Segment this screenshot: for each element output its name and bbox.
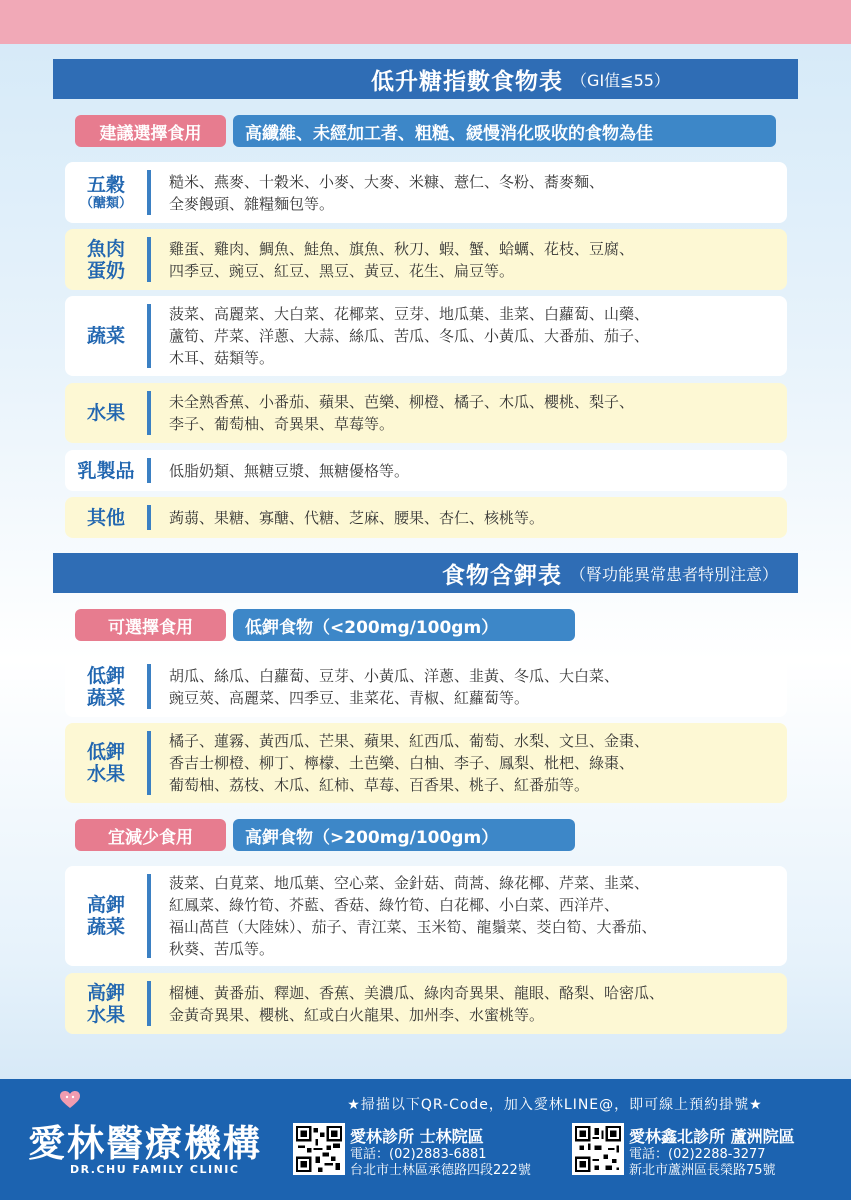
qr-code-icon[interactable] [293, 1123, 345, 1175]
row-label: 蔬菜 [65, 296, 147, 376]
brand-name: 愛林醫療機構 [28, 1122, 262, 1165]
gi-row-fruits [65, 383, 787, 443]
row-content: 糙米、燕麥、十穀米、小麥、大麥、米糠、薏仁、冬粉、蕎麥麵、 全麥饅頭、雜糧麵包等。 [151, 162, 787, 223]
low-k-criteria-pill: 低鉀食物（<200mg/100gm） [233, 609, 575, 641]
row-label: 低鉀 蔬菜 [65, 656, 147, 717]
row-content: 低脂奶類、無糖豆漿、無糖優格等。 [151, 450, 787, 491]
row-content: 雞蛋、雞肉、鯛魚、鮭魚、旗魚、秋刀、蝦、蟹、蛤蠣、花枝、豆腐、 四季豆、豌豆、紅豆、黑豆、黃豆、花生、扁豆等。 [151, 229, 787, 290]
gi-row-dairy [65, 450, 787, 491]
clinic-luzhou: 愛林鑫北診所 蘆洲院區 電話：(02)2288-3277 新北市蘆洲區長榮路75號 [629, 1127, 795, 1178]
row-content: 未全熟香蕉、小番茄、蘋果、芭樂、柳橙、橘子、木瓜、櫻桃、梨子、 李子、葡萄柚、奇異果、草莓等。 [151, 383, 787, 443]
high-k-criteria-pill: 高鉀食物（>200mg/100gm） [233, 819, 575, 851]
row-label: 其他 [65, 497, 147, 538]
low-k-row-fruits [65, 723, 787, 803]
heart-logo-icon [60, 1091, 80, 1109]
row-content: 蒟蒻、果糖、寡醣、代糖、芝麻、腰果、杏仁、核桃等。 [151, 497, 787, 538]
row-label: 乳製品 [65, 450, 147, 491]
gi-section-header [53, 59, 798, 99]
low-k-row-vegetables [65, 656, 787, 717]
row-content: 榴槤、黃番茄、釋迦、香蕉、美濃瓜、綠肉奇異果、龍眼、酪梨、哈密瓜、 金黃奇異果、櫻桃、紅或白火龍果、加州李、水蜜桃等。 [151, 973, 787, 1034]
high-k-row-vegetables [65, 866, 787, 966]
row-label: 高鉀 蔬菜 [65, 866, 147, 966]
gi-row-others [65, 497, 787, 538]
row-label: 水果 [65, 383, 147, 443]
row-label: 魚肉 蛋奶 [65, 229, 147, 290]
high-k-pill: 宜減少食用 [75, 819, 226, 851]
qr-code-icon[interactable] [572, 1123, 624, 1175]
row-content: 菠菜、白莧菜、地瓜葉、空心菜、金針菇、茼蒿、綠花椰、芹菜、韭菜、 紅鳳菜、綠竹筍、芥藍、香菇、綠竹筍、白花椰、小白菜、西洋芹、 福山萵苣（大陸妹）、茄子、青江菜、玉米筍、龍鬚菜、茭白筍、大番茄、 秋葵、苦瓜等。 [151, 866, 787, 966]
potassium-section-subtitle: （腎功能異常患者特別注意） [569, 564, 778, 584]
top-stripe [0, 0, 851, 44]
high-k-row-fruits [65, 973, 787, 1034]
row-label: 低鉀 水果 [65, 723, 147, 803]
row-content: 胡瓜、絲瓜、白蘿蔔、豆芽、小黃瓜、洋蔥、韭黃、冬瓜、大白菜、 豌豆莢、高麗菜、四季豆、韭菜花、青椒、紅蘿蔔等。 [151, 656, 787, 717]
low-k-pill: 可選擇食用 [75, 609, 226, 641]
gi-row-vegetables [65, 296, 787, 376]
gi-criteria-pill: 高纖維、未經加工者、粗糙、緩慢消化吸收的食物為佳 [233, 115, 776, 147]
clinic-shilin: 愛林診所 士林院區 電話：(02)2883-6881 台北市士林區承德路四段222號 [350, 1127, 531, 1178]
brand-english-name: DR.CHU FAMILY CLINIC [70, 1163, 240, 1176]
row-label: 五穀 （醣類） [65, 162, 147, 223]
row-label: 高鉀 水果 [65, 973, 147, 1034]
potassium-section-title: 食物含鉀表 [441, 562, 562, 589]
gi-section-title: 低升糖指數食物表 [371, 68, 564, 95]
scan-instruction: ★掃描以下QR-Code，加入愛林LINE@，即可線上預約掛號★ [347, 1097, 763, 1113]
row-content: 橘子、蓮霧、黃西瓜、芒果、蘋果、紅西瓜、葡萄、水梨、文旦、金棗、 香吉士柳橙、柳丁、檸檬、土芭樂、白柚、李子、鳳梨、枇杷、綠棗、 葡萄柚、荔枝、木瓜、紅柿、草莓、百香果、桃子、紅番茄等。 [151, 723, 787, 803]
potassium-section-header [53, 553, 798, 593]
gi-row-grains [65, 162, 787, 223]
row-content: 菠菜、高麗菜、大白菜、花椰菜、豆芽、地瓜葉、韭菜、白蘿蔔、山藥、 蘆筍、芹菜、洋蔥、大蒜、絲瓜、苦瓜、冬瓜、小黃瓜、大番茄、茄子、 木耳、菇類等。 [151, 296, 787, 376]
gi-section-subtitle: （GI值≦55） [571, 70, 670, 90]
gi-recommend-pill: 建議選擇食用 [75, 115, 226, 147]
gi-row-protein [65, 229, 787, 290]
